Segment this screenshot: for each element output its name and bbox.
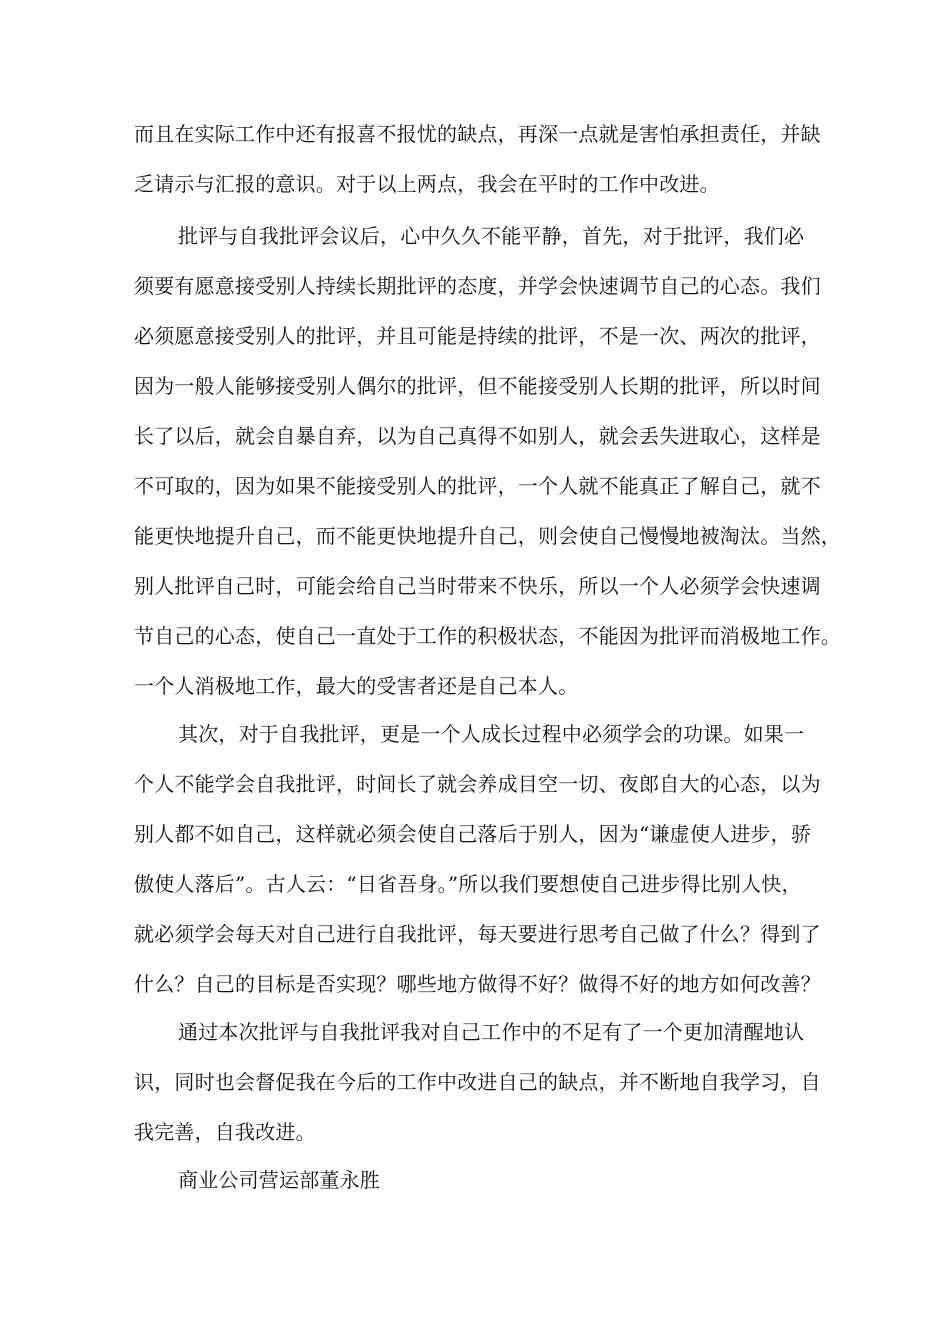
text-line: 长了以后，就会自暴自弃，以为自己真得不如别人，就会丢失进取心，这样是 xyxy=(134,424,821,448)
text-line: 别人都不如自己，这样就必须会使自己落后于别人，因为“谦虚使人进步，骄 xyxy=(134,822,812,846)
paragraph-start-line: 其次，对于自我批评，更是一个人成长过程中必须学会的功课。如果一 xyxy=(178,722,805,746)
text-line: 傲使人落后”。古人云：“日省吾身。”所以我们要想使自己进步得比别人快， xyxy=(134,872,802,896)
signature-line: 商业公司营运部董永胜 xyxy=(178,1168,380,1192)
text-line: 别人批评自己时，可能会给自己当时带来不快乐，所以一个人必须学会快速调 xyxy=(134,574,821,598)
text-line: 须要有愿意接受别人持续长期批评的态度，并学会快速调节自己的心态。我们 xyxy=(134,274,821,298)
text-line: 我完善，自我改进。 xyxy=(134,1120,316,1144)
text-line: 乏请示与汇报的意识。对于以上两点，我会在平时的工作中改进。 xyxy=(134,172,720,196)
text-line: 一个人消极地工作，最大的受害者还是自己本人。 xyxy=(134,674,579,698)
paragraph-start-line: 批评与自我批评会议后，心中久久不能平静，首先，对于批评，我们必 xyxy=(178,224,805,248)
paragraph-start-line: 通过本次批评与自我批评我对自己工作中的不足有了一个更加清醒地认 xyxy=(178,1020,805,1044)
text-line: 因为一般人能够接受别人偶尔的批评，但不能接受别人长期的批评，所以时间 xyxy=(134,374,821,398)
text-line: 节自己的心态，使自己一直处于工作的积极状态，不能因为批评而消极地工作。 xyxy=(134,624,841,648)
text-line: 而且在实际工作中还有报喜不报忧的缺点，再深一点就是害怕承担责任，并缺 xyxy=(134,122,821,146)
text-line: 能更快地提升自己，而不能更快地提升自己，则会使自己慢慢地被淘汰。当然， xyxy=(134,524,841,548)
text-line: 不可取的，因为如果不能接受别人的批评，一个人就不能真正了解自己，就不 xyxy=(134,474,821,498)
text-line: 必须愿意接受别人的批评，并且可能是持续的批评，不是一次、两次的批评， xyxy=(134,324,821,348)
text-line: 识，同时也会督促我在今后的工作中改进自己的缺点，并不断地自我学习，自 xyxy=(134,1070,821,1094)
text-line: 个人不能学会自我批评，时间长了就会养成目空一切、夜郎自大的心态，以为 xyxy=(134,772,821,796)
text-line: 就必须学会每天对自己进行自我批评，每天要进行思考自己做了什么？得到了 xyxy=(134,922,821,946)
text-line: 什么？自己的目标是否实现？哪些地方做得不好？做得不好的地方如何改善？ xyxy=(134,972,821,996)
